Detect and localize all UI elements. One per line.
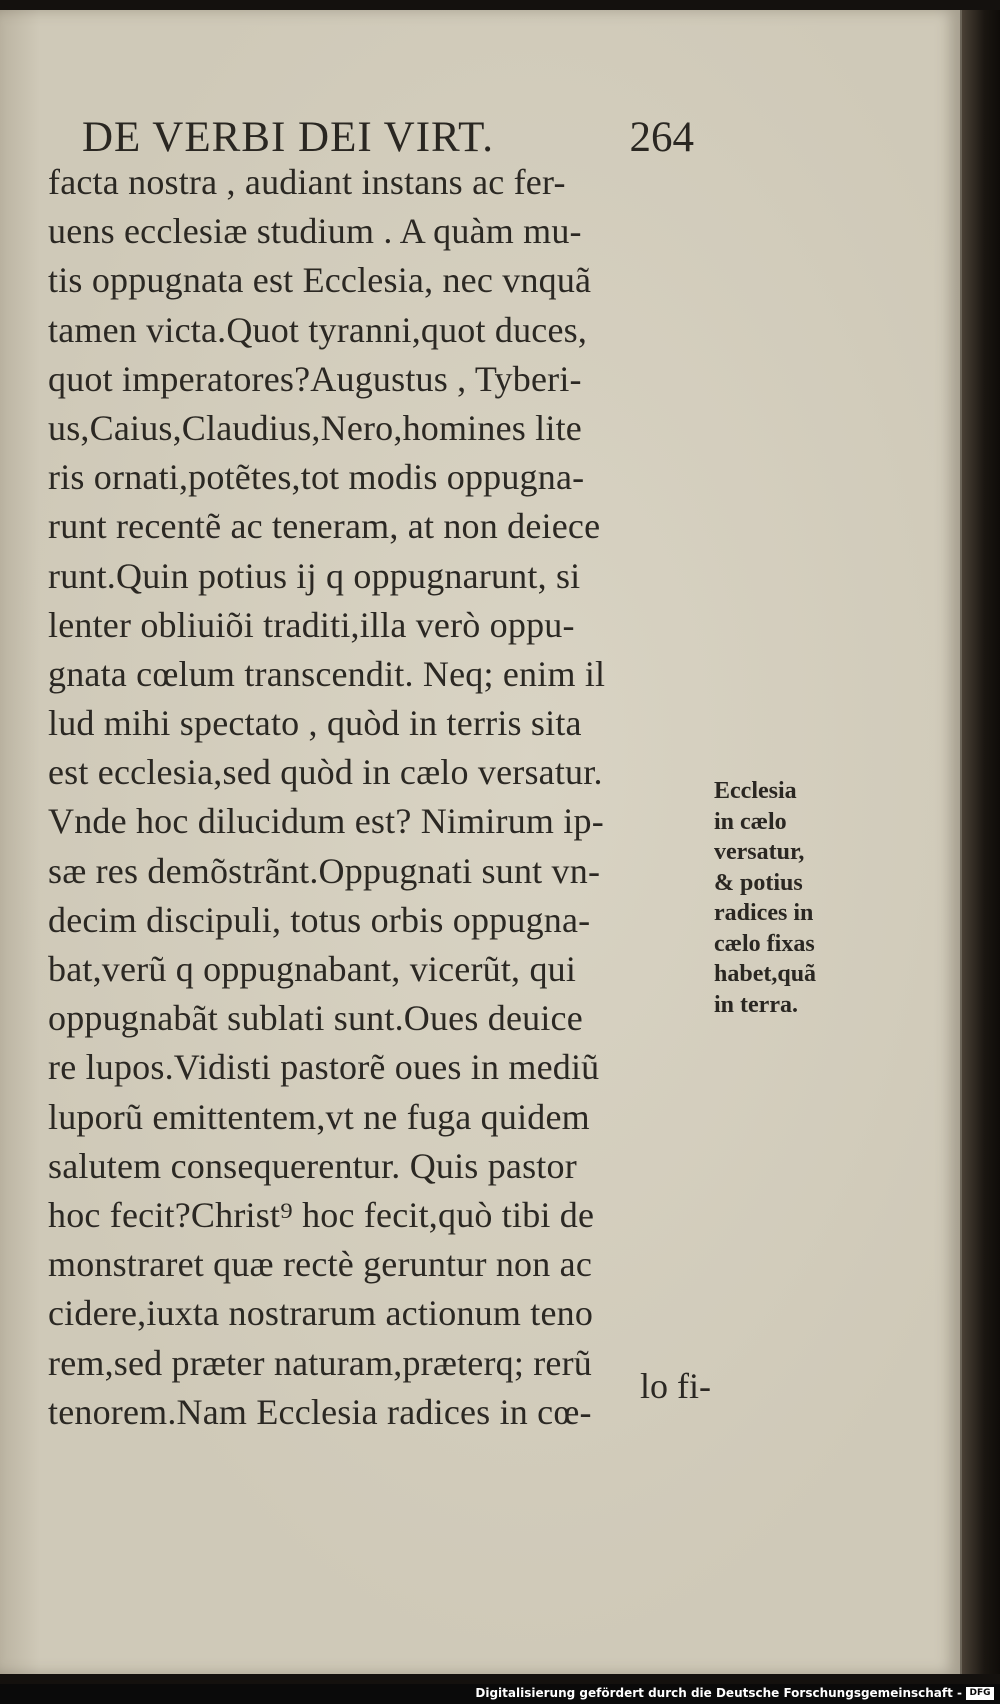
text-line: quot imperatores?Augustus , Tyberi- — [48, 358, 582, 399]
text-line: facta nostra , audiant instans ac fer- — [48, 162, 566, 202]
marginal-note — [714, 776, 894, 1020]
text-line: gnata cœlum transcendit. Neq; enim il — [48, 653, 606, 694]
marginal-note-line: in cælo — [714, 808, 787, 835]
page-edge-shadow — [962, 10, 1000, 1674]
marginal-note-line: cælo fixas — [714, 930, 815, 957]
text-line: us,Caius,Claudius,Nero,homines lite — [48, 407, 582, 448]
text-line: hoc fecit?Christ⁹ hoc fecit,quò tibi de — [48, 1194, 595, 1235]
book-page — [0, 10, 963, 1674]
text-line: ris ornati,potẽtes,tot modis oppugna- — [48, 457, 585, 498]
marginal-note-line: habet,quã — [714, 961, 817, 987]
text-line: runt.Quin potius ij q oppugnarunt, si — [48, 555, 581, 596]
dfg-logo: DFG — [966, 1687, 994, 1700]
body-text — [48, 158, 728, 1437]
marginal-note-line: in terra. — [714, 991, 798, 1018]
running-title: DE VERBI DEI VIRT. — [82, 114, 494, 161]
text-line: lud mihi spectato , quòd in terris sita — [48, 703, 582, 744]
funding-notice: Digitalisierung gefördert durch die Deutsche Forschungsgemeinschaft - — [475, 1686, 962, 1700]
text-line: luporũ emittentem,vt ne fuga quidem — [48, 1096, 590, 1137]
text-line: uens ecclesiæ studium . A quàm mu- — [48, 211, 582, 252]
text-line: bat,verũ q oppugnabant, vicerũt, qui — [48, 949, 577, 989]
text-line: lenter obliuiõi traditi,illa verò oppu- — [48, 604, 575, 645]
text-line: tis oppugnata est Ecclesia, nec vnquã — [48, 260, 592, 301]
text-line: tenorem.Nam Ecclesia radices in cœ- — [48, 1391, 592, 1432]
text-line: cidere,iuxta nostrarum actionum teno — [48, 1293, 594, 1334]
text-line: est ecclesia,sed quòd in cælo versatur. — [48, 752, 603, 793]
text-line: monstraret quæ rectè geruntur non ac — [48, 1244, 593, 1285]
text-line: sæ res demõstrãnt.Oppugnati sunt vn- — [48, 850, 601, 891]
text-line: re lupos.Vidisti pastorẽ oues in mediũ — [48, 1047, 600, 1088]
text-line: Vnde hoc dilucidum est? Nimirum ip- — [48, 801, 604, 842]
marginal-note-line: versatur, — [714, 839, 805, 865]
text-line: salutem consequerentur. Quis pastor — [48, 1145, 577, 1186]
text-line: decim discipuli, totus orbis oppugna- — [48, 899, 591, 940]
marginal-note-line: Ecclesia — [714, 778, 797, 804]
text-line: rem,sed præter naturam,præterq; rerũ — [48, 1342, 593, 1383]
marginal-note-line: & potius — [714, 869, 803, 896]
marginal-note-line: radices in — [714, 900, 814, 926]
catchword: lo fi- — [640, 1366, 711, 1406]
text-line: tamen victa.Quot tyranni,quot duces, — [48, 309, 588, 350]
text-line: runt recentẽ ac teneram, at non deiece — [48, 506, 601, 547]
page-number: 264 — [629, 114, 694, 161]
text-line: oppugnabãt sublati sunt.Oues deuice — [48, 998, 583, 1039]
